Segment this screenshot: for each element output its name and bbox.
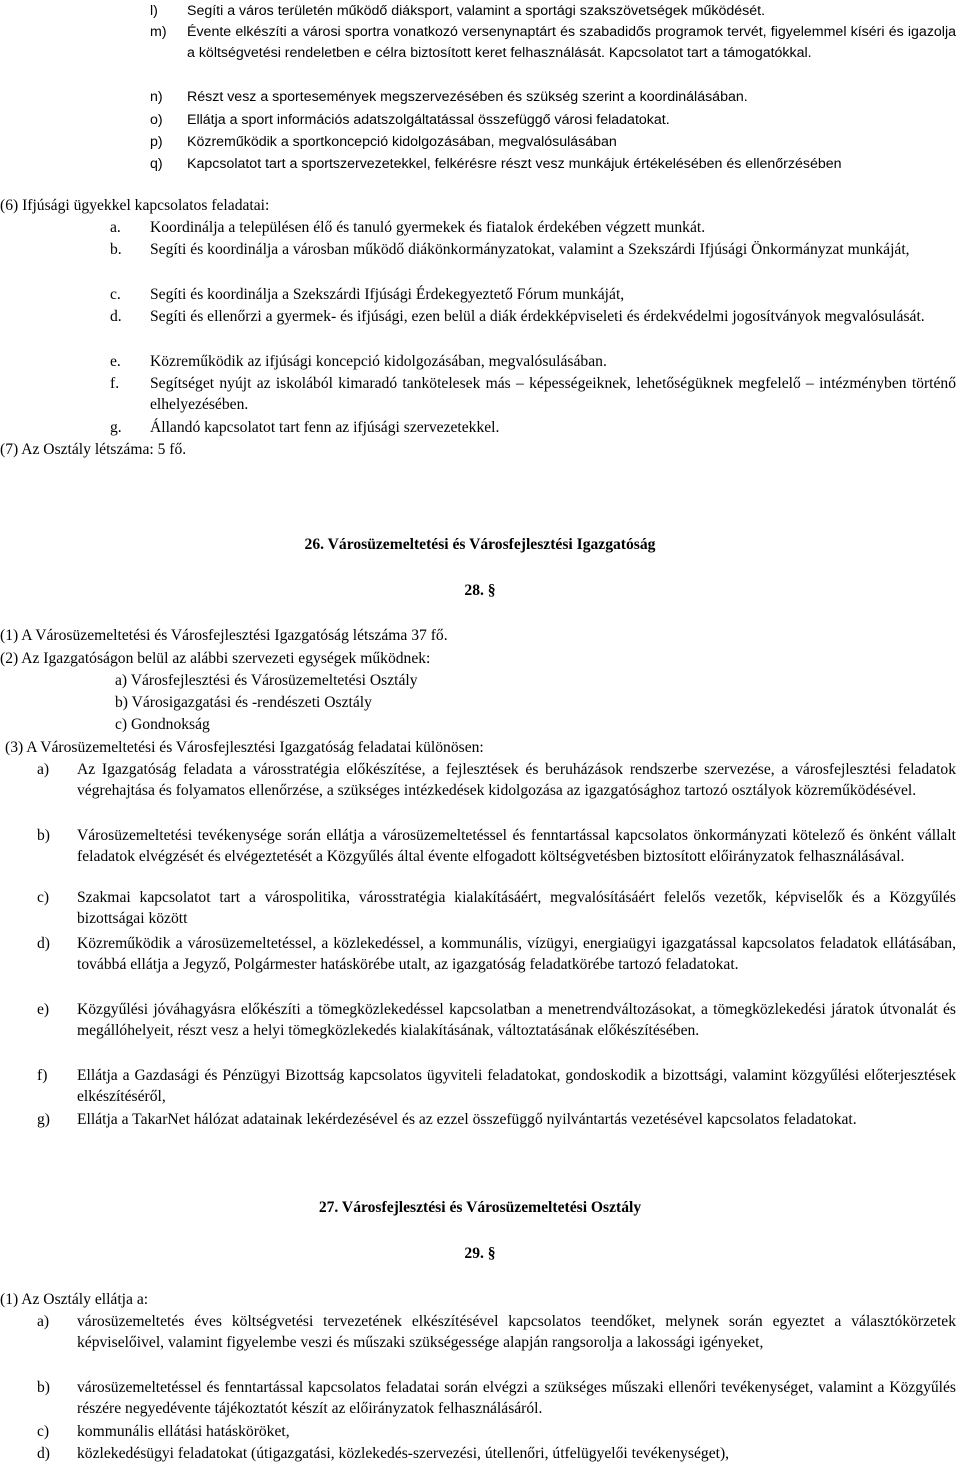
list-item-label: q) — [150, 156, 163, 172]
paragraph-text: (3) A Városüzemeltetési és Városfejlesztési Igazgatóság feladatai különösen: — [5, 739, 484, 756]
list-item-text: Segíti és koordinálja a Szekszárdi Ifjúsági Érdekegyeztető Fórum munkáját, — [150, 286, 625, 303]
list-item — [110, 307, 956, 328]
list-item-label: c. — [110, 286, 121, 303]
list-item — [150, 110, 956, 131]
list-item — [37, 760, 956, 802]
unit-item: a) Városfejlesztési és Városüzemeltetési Osztály — [115, 672, 418, 689]
list-item — [110, 418, 956, 439]
list-item-text: kommunális ellátási hatásköröket, — [77, 1423, 290, 1440]
list-item — [150, 22, 956, 64]
unit-item: c) Gondnokság — [115, 716, 210, 733]
list-item-text: Ellátja a sport információs adatszolgáltatással összefüggő városi feladatokat. — [187, 112, 670, 128]
list-item — [150, 154, 956, 175]
list-item-text: Közreműködik az ifjúsági koncepció kidolgozásában, megvalósulásában. — [150, 353, 607, 370]
list-item-text: Állandó kapcsolatot tart fenn az ifjúsági szervezetekkel. — [150, 419, 500, 436]
list-item-label: b) — [37, 827, 50, 844]
section-heading: (6) Ifjúsági ügyekkel kapcsolatos feladatai: — [0, 197, 270, 214]
list-item — [110, 352, 956, 373]
list-item-text: Segíti és ellenőrzi a gyermek- és ifjúsági, ezen belül a diák érdekképviseleti és érdekvédelmi jogosítványok megvalósulását. — [150, 308, 925, 325]
paragraph-text: (2) Az Igazgatóságon belül az alábbi szervezeti egységek működnek: — [0, 650, 431, 667]
list-item-text: Segíti a város területén működő diáksport, valamint a sportági szakszövetségek működését. — [187, 3, 766, 19]
list-item-label: n) — [150, 89, 163, 105]
list-item-text: Városüzemeltetési tevékenysége során ellátja a városüzemeltetéssel és fenntartással kapcsolatos önkormányzati kötelező és önként vállalt feladatok elvégzését és elvégeztetését a Közgyűlés által évente elfogadott költségvetésben biztosított előirányzatok felhasználásával. — [77, 827, 956, 865]
list-item-text: Segítséget nyújt az iskolából kimaradó tankötelesek más – képességeiknek, lehetőségüknek megfelelő – intézményben történő elhelyezésében. — [150, 375, 956, 413]
section-title: 26. Városüzemeltetési és Városfejlesztési Igazgatóság — [304, 536, 656, 553]
paragraph-number: 28. § — [464, 582, 496, 599]
list-item-text: Segíti és koordinálja a városban működő diákönkormányzatokat, valamint a Szekszárdi Ifjúsági Önkormányzat munkáját, — [150, 241, 910, 258]
list-item-text: Szakmai kapcsolatot tart a várospolitika, városstratégia kialakításáért, megvalósításáért felelős vezetők, képviselők és a Közgyűlés bizottságai között — [77, 889, 956, 927]
paragraph-text: (1) A Városüzemeltetési és Városfejlesztési Igazgatóság létszáma 37 fő. — [0, 627, 448, 644]
list-item-label: c) — [37, 1423, 50, 1440]
list-item-label: g) — [37, 1111, 50, 1128]
list-item-label: d) — [37, 1445, 50, 1462]
list-item-label: e. — [110, 353, 121, 370]
list-item-label: d) — [37, 935, 50, 952]
list-item — [37, 1000, 956, 1042]
section-title: 27. Városfejlesztési és Városüzemeltetési Osztály — [318, 1199, 642, 1216]
list-item-label: b) — [37, 1379, 50, 1396]
list-item-text: Közreműködik a sportkoncepció kidolgozásában, megvalósulásában — [187, 134, 617, 150]
list-item-text: városüzemeltetés éves költségvetési tervezetének elkészítésével kapcsolatos teendőket, melynek során egyeztet a választókörzetek képviselőivel, valamint figyelembe veszi és műszaki szükségessége alapján rangsorolja a lakossági igényeket, — [77, 1313, 956, 1351]
list-item — [37, 1110, 956, 1131]
staff-count: (7) Az Osztály létszáma: 5 fő. — [0, 441, 187, 458]
list-item-label: f. — [110, 375, 120, 392]
list-item — [37, 1066, 956, 1108]
list-item-text: Részt vesz a sportesemények megszervezésében és szükség szerint a koordinálásában. — [187, 89, 748, 105]
unit-item: b) Városigazgatási és -rendészeti Osztály — [115, 694, 372, 711]
list-item-text: Közgyűlési jóváhagyásra előkészíti a tömegközlekedéssel kapcsolatban a menetrendváltozásokat, a tömegközlekedési járatok útvonalát és megállóhelyeit, részt vesz a helyi tömegközlekedés kialakításának, változtatásának előkészítésében. — [77, 1001, 956, 1039]
list-item-text: városüzemeltetéssel és fenntartással kapcsolatos feladatai során elvégzi a szükséges műszaki ellenőri tevékenységet, valamint a Közgyűlés részére negyedévente tájékoztatót készít az előirányzatok felhasználásáról. — [77, 1379, 956, 1417]
list-item-text: Koordinálja a településen élő és tanuló gyermekek és fiatalok érdekében végzett munkát. — [150, 219, 706, 236]
list-item-label: l) — [150, 3, 158, 19]
paragraph-number: 29. § — [464, 1245, 496, 1262]
list-item-label: a. — [110, 219, 121, 236]
list-item-text: Ellátja a Gazdasági és Pénzügyi Bizottság kapcsolatos ügyviteli feladatokat, gondoskodik a bizottsági, valamint közgyűlési előterjesztések elkészítéséről, — [77, 1067, 956, 1105]
list-item-text: közlekedésügyi feladatokat (útigazgatási, közlekedés-szervezési, útellenőri, útfelügyelői tevékenységet), — [77, 1445, 730, 1462]
list-item-text: Az Igazgatóság feladata a városstratégia előkészítése, a fejlesztések és beruházások rendszerbe szervezése, a városfejlesztési feladatok végrehajtása és folyamatos ellenőrzése, a szükséges intézkedések kidolgozása az igazgatósághoz tartozó osztályok közreműködésével. — [77, 761, 956, 799]
list-item — [110, 218, 956, 239]
list-item-label: m) — [150, 24, 167, 40]
list-item-label: a) — [37, 761, 50, 778]
list-item — [110, 285, 956, 306]
list-item — [110, 374, 956, 416]
list-item-label: d. — [110, 308, 122, 325]
list-item — [37, 1422, 956, 1443]
list-item-text: Évente elkészíti a városi sportra vonatkozó versenynaptárt és szabadidős programok tervét, figyelemmel kíséri és igazolja a költségvetési rendeletben e célra biztosított keret felhasználását. Kapcsolatot tart a támogatókkal. — [187, 24, 956, 61]
list-item — [37, 888, 956, 930]
list-item-label: c) — [37, 889, 50, 906]
list-item — [150, 132, 956, 153]
list-item — [37, 1444, 956, 1465]
list-item-text: Közreműködik a városüzemeltetéssel, a közlekedéssel, a kommunális, vízügyi, energiaügyi igazgatással kapcsolatos feladatok ellátásában, továbbá ellátja a Jegyző, Polgármester hatáskörébe utalt, az igazgatóság feladatkörébe tartozó feladatokat. — [77, 935, 956, 973]
list-item — [37, 826, 956, 868]
list-item-text: Ellátja a TakarNet hálózat adatainak lekérdezésével és az ezzel összefüggő nyilvántartás vezetésével kapcsolatos feladatokat. — [77, 1111, 857, 1128]
list-item-label: b. — [110, 241, 122, 258]
list-item — [37, 1312, 956, 1354]
list-item — [37, 934, 956, 976]
list-item — [37, 1378, 956, 1420]
paragraph-text: (1) Az Osztály ellátja a: — [0, 1291, 149, 1308]
list-item-label: e) — [37, 1001, 50, 1018]
list-item-label: o) — [150, 112, 163, 128]
list-item — [150, 1, 956, 22]
list-item-label: a) — [37, 1313, 50, 1330]
list-item-label: g. — [110, 419, 122, 436]
list-item-label: p) — [150, 134, 163, 150]
list-item — [110, 240, 956, 261]
list-item-text: Kapcsolatot tart a sportszervezetekkel, felkérésre részt vesz munkájuk értékelésében és ellenőrzésében — [187, 156, 842, 172]
list-item — [150, 87, 956, 108]
list-item-label: f) — [37, 1067, 48, 1084]
